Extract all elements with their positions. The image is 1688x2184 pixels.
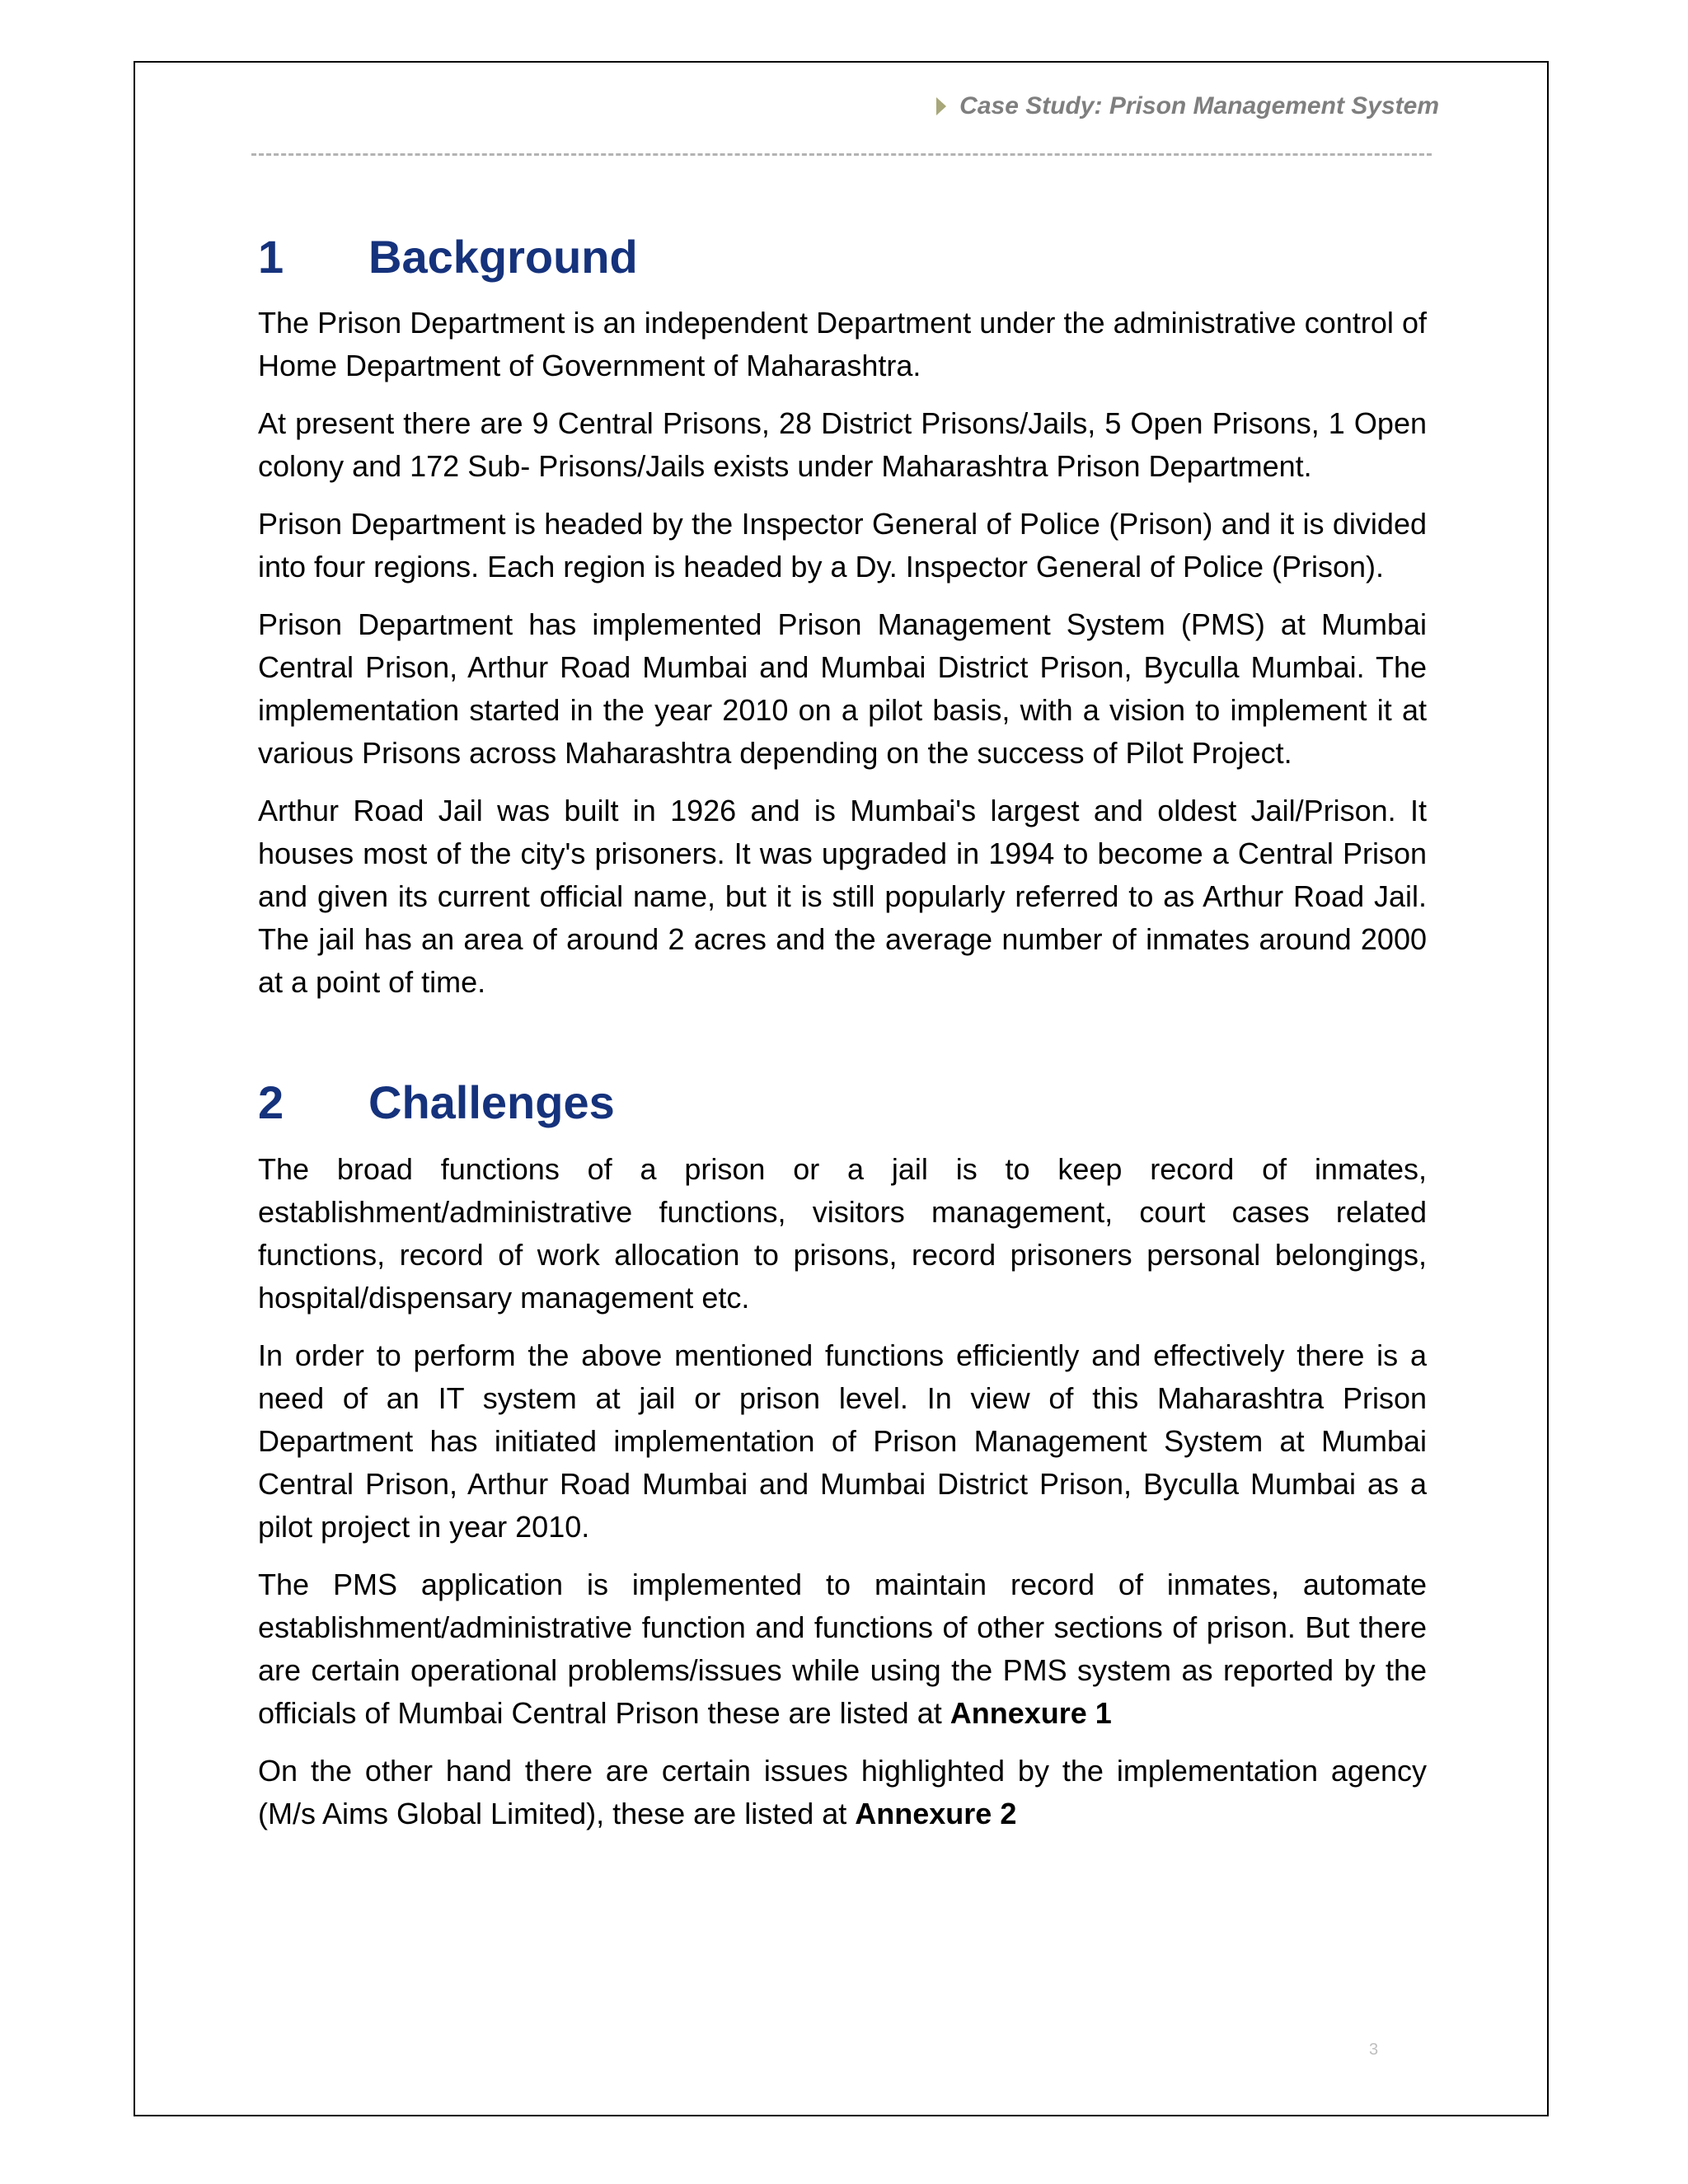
- page-number: 3: [1369, 2041, 1379, 2059]
- annexure-1-reference: Annexure 1: [950, 1695, 1112, 1730]
- paragraph: [258, 1750, 1427, 1835]
- section-title: Challenges: [368, 1076, 615, 1129]
- paragraph: In order to perform the above mentioned functions efficiently and effectively there is a need of an IT system at jail or prison level. In view of this Maharashtra Prison Department has initiated implementation of Prison Management System at Mumbai Central Prison, Arthur Road Mumbai and Mumbai District Prison, Byculla Mumbai as a pilot project in year 2010.: [258, 1338, 1427, 1544]
- section-heading-challenges: [258, 1076, 1427, 1129]
- section-number: 1: [258, 231, 284, 283]
- running-header: [936, 92, 1439, 120]
- section-title: Background: [368, 231, 638, 283]
- section-number: 2: [258, 1076, 284, 1129]
- running-header-title: Case Study: Prison Management System: [959, 92, 1439, 120]
- paragraph: Prison Department has implemented Prison Management System (PMS) at Mumbai Central Prison, Arthur Road Mumbai and Mumbai District Prison, Byculla Mumbai. The implementation started in the year 2010 on a pilot basis, with a vision to implement it at various Prisons across Maharashtra depending on the success of Pilot Project.: [258, 607, 1427, 771]
- paragraph: At present there are 9 Central Prisons, 28 District Prisons/Jails, 5 Open Prisons, 1 Open colony and 172 Sub- Prisons/Jails exists under Maharashtra Prison Department.: [258, 406, 1427, 484]
- annexure-2-reference: Annexure 2: [855, 1796, 1017, 1830]
- paragraph-text: On the other hand there are certain issues highlighted by the implementation agency (M/s Aims Global Limited), these are listed at: [258, 1753, 1427, 1830]
- paragraph: [258, 1563, 1427, 1735]
- paragraph: The Prison Department is an independent Department under the administrative control of Home Department of Government of Maharashtra.: [258, 306, 1427, 383]
- section-heading-background: [258, 231, 1427, 284]
- paragraph: Arthur Road Jail was built in 1926 and is Mumbai's largest and oldest Jail/Prison. It houses most of the city's prisoners. It was upgraded in 1994 to become a Central Prison and given its current official name, but it is still popularly referred to as Arthur Road Jail. The jail has an area of around 2 acres and the average number of inmates around 2000 at a point of time.: [258, 794, 1427, 1000]
- paragraph-text: The PMS application is implemented to maintain record of inmates, automate establishment/administrative function and functions of other sections of prison. But there are certain operational problems/issues while using the PMS system as reported by the officials of Mumbai Central Prison these are listed at: [258, 1567, 1427, 1730]
- triangle-bullet-icon: [936, 97, 946, 115]
- document-body: [258, 231, 1427, 1850]
- paragraph: The broad functions of a prison or a jail is to keep record of inmates, establishment/administrative functions, visitors management, court cases related functions, record of work allocation to prisons, record prisoners personal belongings, hospital/dispensary management etc.: [258, 1151, 1427, 1315]
- header-divider: [251, 153, 1432, 156]
- paragraph: Prison Department is headed by the Inspector General of Police (Prison) and it is divided into four regions. Each region is headed by a Dy. Inspector General of Police (Prison).: [258, 507, 1427, 584]
